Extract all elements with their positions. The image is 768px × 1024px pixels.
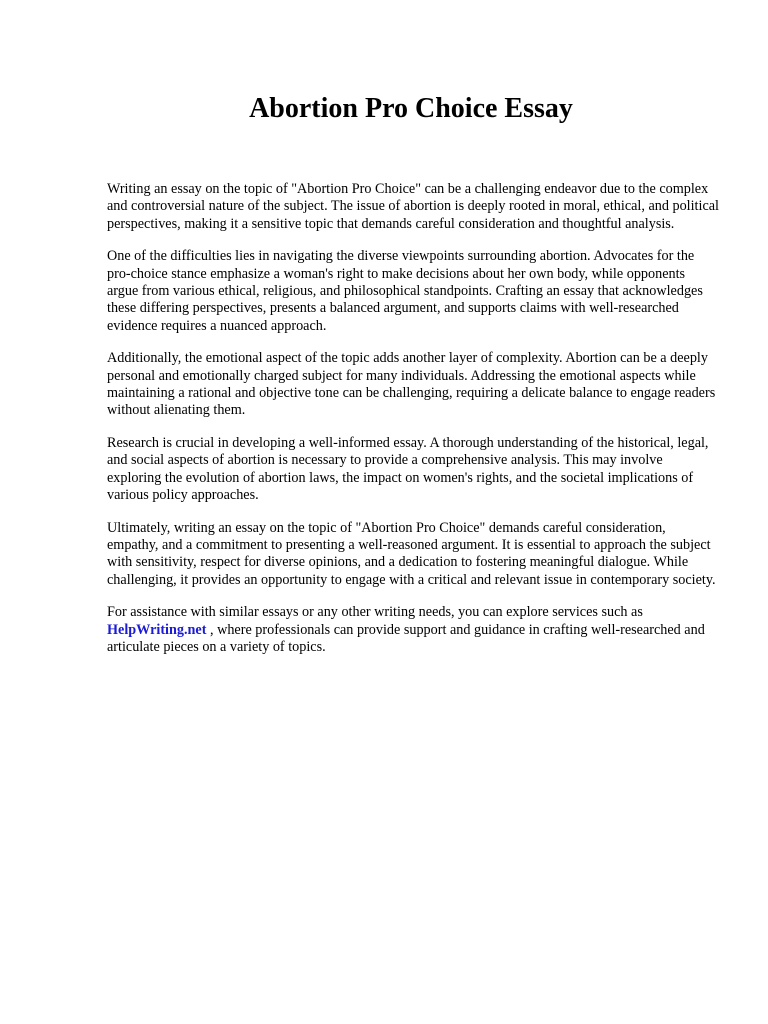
paragraph-research: Research is crucial in developing a well-informed essay. A thorough understanding of the historical, legal, and social aspects of abortion is necessary to provide a comprehensive analysis. This may involve exploring the evolution of abortion laws, the impact on women's rights, and the societal implications of various policy approaches. — [107, 434, 709, 504]
paragraph-emotional: Additionally, the emotional aspect of the topic adds another layer of complexity. Abortion can be a deeply personal and emotionally charged subject for many individuals. Addressing the emotional aspects while maintaining a rational and objective tone can be challenging, requiring a delicate balance to engage readers without alienating them. — [107, 350, 716, 419]
essay-body — [107, 181, 719, 656]
paragraph-intro: Writing an essay on the topic of "Abortion Pro Choice" can be a challenging endeavor due to the complex and controversial nature of the subject. The issue of abortion is deeply rooted in moral, ethical, and political perspectives, making it a sensitive topic that demands careful consideration and thoughtful analysis. — [107, 181, 719, 232]
paragraph-viewpoints: One of the difficulties lies in navigating the diverse viewpoints surrounding abortion. Advocates for the pro-choice stance emphasize a woman's right to make decisions about her own body, while opponents argue from various ethical, religious, and philosophical standpoints. Crafting an essay that acknowledges these differing perspectives, presents a balanced argument, and supports claims with well-researched evidence requires a nuanced approach. — [107, 248, 703, 334]
closing-tail-text: , where professionals can provide support and guidance in crafting well-researched and articulate pieces on a variety of topics. — [107, 621, 705, 655]
closing-lead-text: For assistance with similar essays or any other writing needs, you can explore services such as — [107, 604, 643, 621]
paragraph-conclusion: Ultimately, writing an essay on the topic of "Abortion Pro Choice" demands careful consideration, empathy, and a commitment to presenting a well-reasoned argument. It is essential to approach the subject with sensitivity, respect for diverse opinions, and a dedication to fostering meaningful dialogue. While challenging, it provides an opportunity to engage with a critical and relevant issue in contemporary society. — [107, 519, 716, 588]
paragraph-closing — [107, 604, 719, 656]
page-title: Abortion Pro Choice Essay — [249, 93, 573, 124]
helpwriting-link[interactable]: HelpWriting.net — [107, 621, 207, 638]
